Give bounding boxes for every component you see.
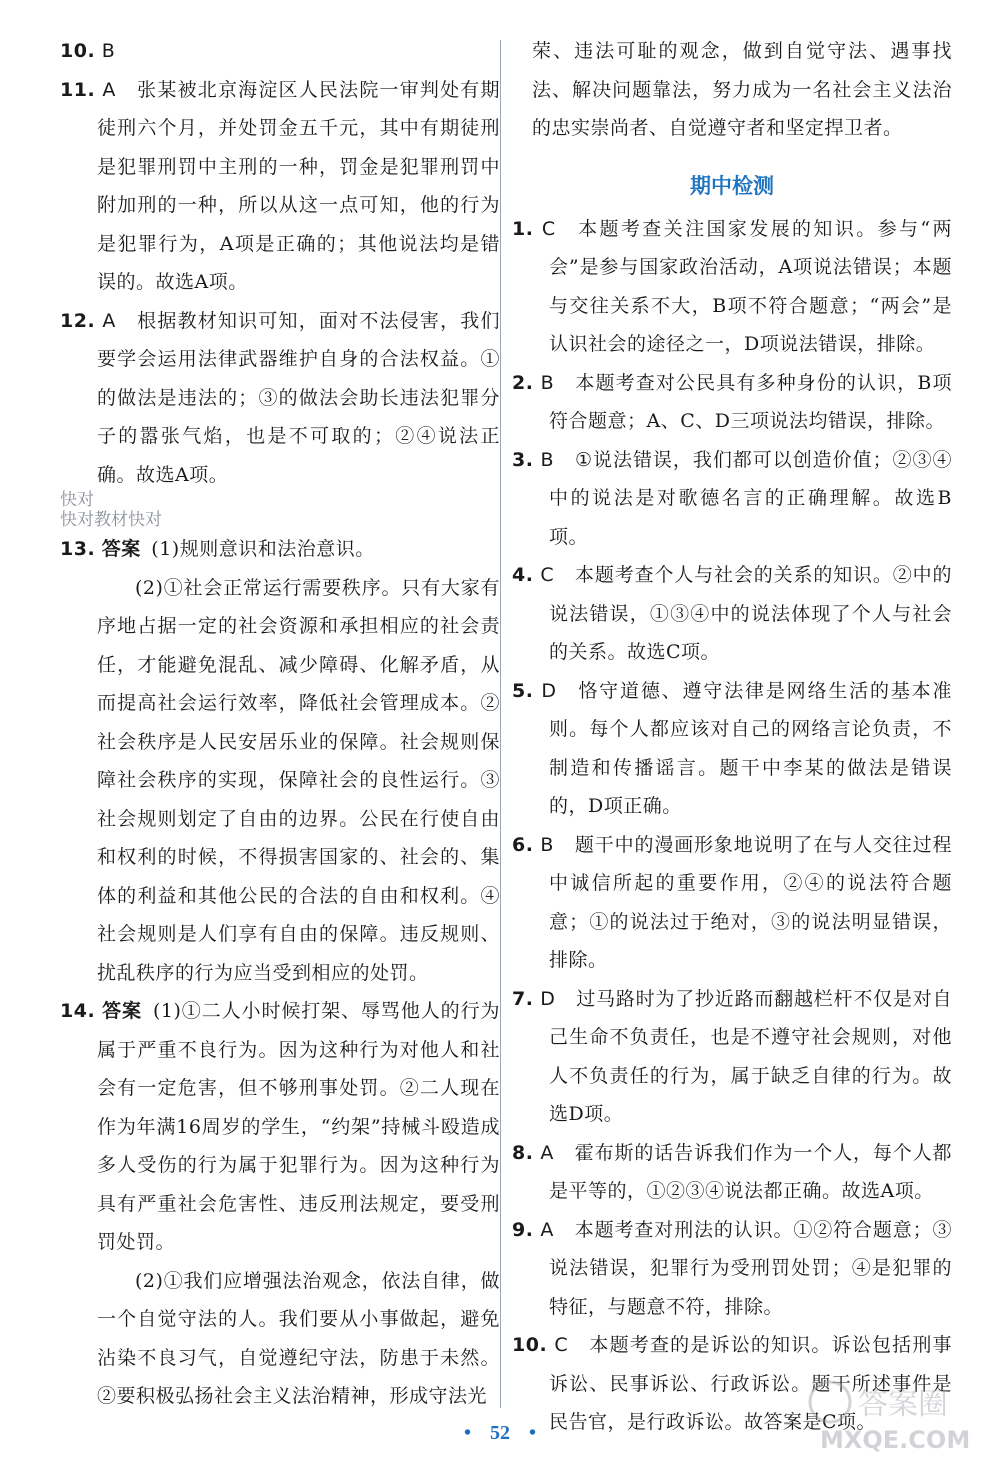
overlay-line: 快对 bbox=[60, 490, 94, 510]
item-answer: C bbox=[541, 217, 556, 240]
item-paragraph: (2)①我们应增强法治观念，依法自律，做一个自觉守法的人。我们要从小事做起，避免沾染不良习气，自觉遵纪守法，防患于未然。②要积极弘扬社会主义法治精神，形成守法光 bbox=[97, 1269, 500, 1407]
item-number: 11. bbox=[60, 78, 96, 101]
answer-label: 答案 bbox=[102, 1000, 142, 1022]
item-explanation: 本题考查关注国家发展的知识。参与“两会”是参与国家政治活动，A项说法错误；本题与交往关系不大，B项不符合题意；“两会”是认识社会的途径之一，D项说法错误，排除。 bbox=[549, 217, 952, 355]
answer-item-13-part2 bbox=[60, 569, 500, 993]
item-number: 9. bbox=[512, 1218, 534, 1241]
answer-item-14 bbox=[60, 992, 500, 1262]
item-number: 10. bbox=[512, 1334, 548, 1356]
item-explanation: 本题考查的是诉讼的知识。诉讼包括刑事诉讼、民事诉讼、行政诉讼。题干所述事件是民告官，是行政诉讼。故答案是C项。 bbox=[549, 1334, 952, 1433]
overlay-line: 快对教材快对 bbox=[60, 510, 162, 530]
item-number: 8. bbox=[512, 1141, 534, 1164]
watermark-circle-icon bbox=[810, 1382, 850, 1422]
answer-item-10 bbox=[60, 32, 500, 71]
item-answer: C bbox=[540, 564, 555, 586]
item-explanation: 本题考查对公民具有多种身份的认识，B项符合题意；A、C、D三项说法均错误，排除。 bbox=[549, 371, 953, 432]
item-explanation: 本题考查对刑法的认识。①②符合题意；③说法错误，犯罪行为受刑罚处罚；④是犯罪的特征，与题意不符，排除。 bbox=[549, 1218, 952, 1318]
overlay-text bbox=[60, 490, 500, 530]
page-dot-left: • bbox=[463, 1422, 471, 1444]
item-answer: A bbox=[102, 78, 116, 101]
exam-item-8 bbox=[512, 1134, 952, 1211]
item-answer: C bbox=[554, 1334, 569, 1356]
answer-item-13 bbox=[60, 530, 500, 569]
item-paragraph: (2)①社会正常运行需要秩序。只有大家有序地占据一定的社会资源和承担相应的社会责任，才能避免混乱、减少障碍、化解矛盾，从而提高社会运行效率，降低社会管理成本。②社会秩序是人民安居乐业的保障。社会规则保障社会秩序的实现，保障社会的良性运行。③社会规则划定了自由的边界。公民在行使自由和权利的时候，不得损害国家的、社会的、集体的利益和其他公民的合法的自由和权利。④社会规则是人们享有自由的保障。违反规则、扰乱秩序的行为应当受到相应的处罚。 bbox=[97, 576, 500, 984]
watermark-logo bbox=[800, 1374, 980, 1456]
item-explanation: 根据教材知识可知，面对不法侵害，我们要学会运用法律武器维护自身的合法权益。①的做法是违法的；③的做法会助长违法犯罪分子的嚣张气焰，也是不可取的；②④说法正确。故选A项。 bbox=[97, 309, 501, 486]
item-answer: D bbox=[541, 679, 557, 702]
item-answer: A bbox=[540, 1141, 554, 1164]
item-number: 1. bbox=[512, 217, 534, 240]
item-explanation: 恪守道德、遵守法律是网络生活的基本准则。每个人都应该对自己的网络言论负责，不制造和传播谣言。题干中李某的做法是错误的，D项正确。 bbox=[549, 679, 952, 817]
item-explanation: ①说法错误，我们都可以创造价值；②③④中的说法是对歌德名言的正确理解。故选B项。 bbox=[549, 448, 952, 548]
answer-item-11 bbox=[60, 71, 500, 302]
item-number: 14. bbox=[60, 1000, 96, 1022]
exam-item-1 bbox=[512, 210, 952, 364]
item-answer: B bbox=[540, 833, 554, 856]
exam-item-4 bbox=[512, 556, 952, 672]
exam-item-2 bbox=[512, 364, 952, 441]
item-number: 10. bbox=[60, 40, 96, 62]
item-answer: D bbox=[540, 987, 556, 1010]
exam-item-5 bbox=[512, 672, 952, 826]
exam-item-3 bbox=[512, 441, 952, 557]
exam-item-9 bbox=[512, 1211, 952, 1327]
answer-item-14-part2 bbox=[60, 1262, 500, 1416]
item-number: 6. bbox=[512, 833, 534, 856]
watermark-text: 答案圈 bbox=[858, 1387, 948, 1422]
page-number-value: 52 bbox=[490, 1422, 510, 1444]
column-divider bbox=[500, 40, 501, 1408]
right-column bbox=[512, 32, 952, 1442]
exam-item-6 bbox=[512, 826, 952, 980]
item-answer: A bbox=[540, 1218, 554, 1241]
item-explanation: 张某被北京海淀区人民法院一审判处有期徒刑六个月，并处罚金五千元，其中有期徒刑是犯罪刑罚中主刑的一种，罚金是犯罪刑罚中附加刑的一种，所以从这一点可知，他的行为是犯罪行为，A项是正确的；其他说法均是错误的。故选A项。 bbox=[97, 78, 501, 293]
watermark-url: MXQE.COM bbox=[820, 1426, 971, 1454]
item-answer: B bbox=[101, 40, 116, 62]
watermark-mark bbox=[810, 1382, 850, 1422]
item-number: 3. bbox=[512, 448, 534, 471]
exam-item-7 bbox=[512, 980, 952, 1134]
item-number: 7. bbox=[512, 987, 534, 1010]
answer-label: 答案 bbox=[101, 538, 141, 560]
item-paragraph: (1)规则意识和法治意识。 bbox=[151, 538, 375, 560]
section-title: 期中检测 bbox=[690, 173, 774, 198]
item-number: 4. bbox=[512, 564, 534, 586]
item-answer: A bbox=[102, 309, 116, 332]
item-number: 5. bbox=[512, 679, 534, 702]
item-paragraph: (1)①二人小时候打架、辱骂他人的行为属于严重不良行为。因为这种行为对他人和社会有一定危害，但不够刑事处罚。②二人现在作为年满16周岁的学生，“约架”持械斗殴造成多人受伤的行为属于犯罪行为。因为这种行为具有严重社会危害性、违反刑法规定，要受刑罚处罚。 bbox=[97, 1000, 501, 1253]
left-column bbox=[60, 32, 500, 1416]
item-explanation: 过马路时为了抄近路而翻越栏杆不仅是对自己生命不负责任，也是不遵守社会规则，对他人不负责任的行为，属于缺乏自律的行为。故选D项。 bbox=[549, 987, 952, 1125]
item-answer: B bbox=[540, 371, 555, 394]
continuation-text: 荣、违法可耻的观念，做到自觉守法、遇事找法、解决问题靠法，努力成为一名社会主义法治的忠实崇尚者、自觉遵守者和坚定捍卫者。 bbox=[532, 40, 952, 139]
item-number: 2. bbox=[512, 371, 534, 394]
item-explanation: 本题考查个人与社会的关系的知识。②中的说法错误，①③④中的说法体现了个人与社会的关系。故选C项。 bbox=[549, 564, 952, 663]
answer-item-12 bbox=[60, 302, 500, 495]
item-answer: B bbox=[540, 448, 555, 471]
continuation-paragraph bbox=[512, 32, 952, 148]
item-explanation: 题干中的漫画形象地说明了在与人交往过程中诚信所起的重要作用，②④的说法符合题意；①的说法过于绝对，③的说法明显错误，排除。 bbox=[549, 833, 952, 971]
page-dot-right: • bbox=[529, 1422, 537, 1444]
item-number: 12. bbox=[60, 309, 96, 332]
item-explanation: 霍布斯的话告诉我们作为一个人，每个人都是平等的，①②③④说法都正确。故选A项。 bbox=[549, 1141, 952, 1202]
item-number: 13. bbox=[60, 538, 96, 560]
